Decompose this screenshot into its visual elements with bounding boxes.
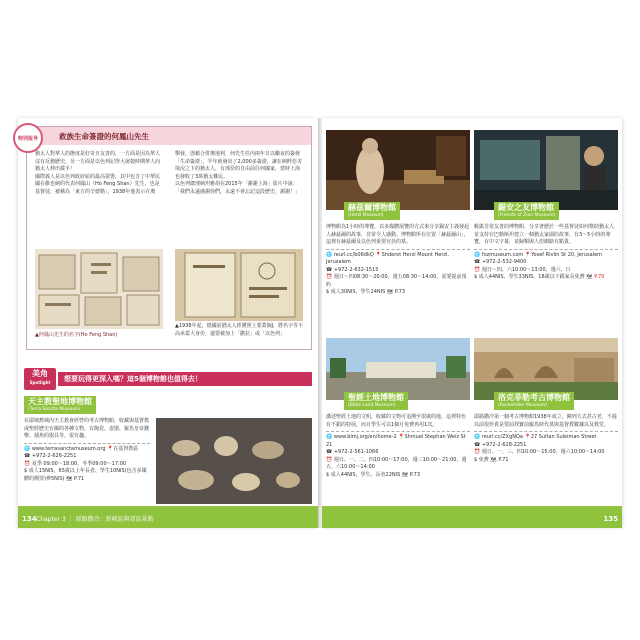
- spotlight-icon: 美角 Spotlight: [24, 368, 56, 390]
- passport-document-photo: [175, 249, 303, 321]
- terra-desc: 在耶城舊城內天主教會經營的考古博物館，收藏與基督教或聖經歷史有關的各種文物，有陶瓷、壺器、羅馬皇帝錢幣、捕魚的器具等，很有趣。: [24, 418, 150, 439]
- caption-1: ▲何鳳山先生的名字(Ho Feng Shan): [35, 332, 118, 338]
- left-footer-band: [18, 506, 318, 528]
- herzl-phone: ☎ +972-2-632-1515: [326, 266, 379, 273]
- spotlight-title: 想要玩得更深入嗎？這5個博物館也值得去！: [58, 372, 312, 386]
- terra-web[interactable]: 🌐 www.terrasanctamuseum.org 📍在基督教區: [24, 445, 139, 452]
- special-report-badge: 特别报导: [13, 123, 43, 153]
- herzl-hours: ⏰ 週日～四08:30～20:00，週五08:30～14:00，需要提前預約: [326, 274, 467, 288]
- herzl-title: 赫茲爾博物館 (Herzl Museum): [344, 202, 400, 220]
- rockefeller-price: $ 免費 🗺 P.71: [474, 456, 509, 463]
- feature-box: [17, 126, 312, 350]
- feature-title: 救族生命簽證的何鳳山先生: [59, 132, 149, 141]
- zion-price: $ 成人44NIS，學生33NIS、18歲以下跟家長免費 🗺 P.70: [474, 274, 605, 280]
- terra-hours: ⏰ 夏季 09:00～18:00、冬季09:00～17:00: [24, 460, 127, 467]
- bible-hours: ⏰ 週日、一、二、四10:00～17:00，週三10:00～21:00，週五、六10:00～14:00: [326, 456, 467, 470]
- book-spread: [18, 118, 622, 528]
- terra-museum-photo: [156, 418, 312, 504]
- zion-info: [474, 224, 618, 282]
- terra-info: [24, 418, 150, 483]
- left-page: [18, 118, 318, 528]
- herzl-web[interactable]: 🌐 reurl.cc/b06dkQ 📍Shderot Herzl Mount Herzl, Jerusalem: [326, 251, 450, 265]
- section-spotlight: [24, 368, 312, 390]
- zion-desc: 帆凱非常友善的博物館，分享著歷於一些基督徒如何幫助猶太人並支持在巴勒斯坦建立一個猶太家園的故事，有3～5小時的導覽，有中文字幕，並歸類與人但網路有點貴。: [474, 224, 615, 245]
- passport-stamps-photo: [35, 249, 163, 329]
- right-page: [322, 118, 622, 528]
- herzl-price: $ 成人30NIS，學生24NIS 🗺 P.73: [326, 289, 406, 295]
- caption-2: ▲1938年起，德國前猶太人經護照上要蓋個J，將名字等不高承蓋大身份，還要被加上「撒拉」或「以色列」: [175, 323, 304, 337]
- bible-phone: ☎ +972-2-561-1066: [326, 449, 379, 455]
- bible-web[interactable]: 🌐 www.blmj.org/en/home-2 📍Shmuel Stephan Weiz St 21: [326, 434, 466, 448]
- bible-title: 聖經土地博物館 (Bible Land Museum): [344, 392, 408, 410]
- terra-title: 天主教聖地博物館 (Terra Sancta Museum): [24, 396, 96, 414]
- bible-desc: 講述聖經土地的文明，收藏的文物可追溯至很廣的地，這裡特色有不錯的特展，而且學生可以1個月免費再用1次。: [326, 414, 467, 428]
- herzl-desc: 博物館為1小時的導覽，以多媒體展覽的方式來分享錫安主義發起人赫茲爾的故事，非常令人感動。博物館所在位置「赫茲爾山」，這裡有赫茲爾及以色列重要官員的墓。: [326, 224, 470, 245]
- zion-title: 錫安之友博物館 (Friends of Zion Museum): [494, 202, 559, 220]
- feature-text-col1: 猶太人對華人的態度是好奇且友善的，一方面是因為華人沒有反猶歷史，另一方面是以色列記得大屠殺時期華人向猶太人伸出援手！ 國際義人是以色列政府給的最高榮譽，其中包含了中華民國在維也納的代表何鳳山（Ho Feng Shan）先生，也是基督徒，被稱為「東方的辛德勒」，1938年他表示在奧: [35, 151, 161, 195]
- zion-web[interactable]: 🌐 fozmuseum.com 📍Yosef Rivlin St 20, Jerusalem: [474, 251, 603, 258]
- bible-info: [326, 414, 470, 479]
- terra-price: $ 成人15NIS，65歲以上年長者、學生10NIS(包含多媒體的價票)參5NIS) 🗺 P.71: [24, 468, 147, 482]
- terra-phone: ☎ +972-2-626-2251: [24, 453, 77, 459]
- rockefeller-hours: ⏰ 週日、一、三、四10:00～15:00，週六10:00～14:00: [474, 449, 605, 455]
- bible-museum-photo: [326, 338, 470, 400]
- rockefeller-title: 洛克菲勒考古博物館 (Rockefeller Museum): [494, 392, 574, 410]
- chapter-label: Chapter 3 ｜ 耶路撒冷：新城區與郊區景點: [36, 516, 154, 523]
- rockefeller-info: [474, 414, 618, 464]
- zion-museum-photo: [474, 130, 618, 210]
- zion-hours: ⏰ 週日～四、六10:00～13:00，週六、日: [474, 266, 571, 273]
- right-footer-band: [322, 506, 622, 528]
- rockefeller-web[interactable]: 🌐 reurl.cc/ZXgNQa 📍27 Sultan Suleiman Street: [474, 434, 597, 440]
- rockefeller-desc: 耶路撒冷第一個考古博物館1938年成立，陳列方式甚古老，不過以前很珍貴是要前找寶前羅馬時代墓與基督教數據以及教堂。: [474, 414, 617, 428]
- zion-phone: ☎ +972-2-532-9400: [474, 259, 527, 265]
- rockefeller-phone: ☎ +972-2-628-2251: [474, 441, 527, 448]
- bible-price: $ 成人44NIS，學生、長者22NIS 🗺 P.73: [326, 471, 421, 478]
- feature-text-col2: 擊發，憑藉合併奧地利，何先生任內兩年日以繼夜的簽發「生命簽證」，半年就發出了2,000多簽證，讓在納粹惡劣境況之下的猶太人，有部份的自由前往何國家，當時上海也發收了3萬猶太難民。 以色列總理納坦雅胡在2015年「謝謝上海」影片中說：「我們永遠感謝你們，永遠不會忘記這段歷史，謝謝！」: [175, 151, 302, 195]
- rockefeller-museum-photo: [474, 338, 618, 400]
- herzl-info: [326, 224, 470, 297]
- page-number-right: 135: [603, 515, 618, 523]
- herzl-museum-photo: [326, 130, 470, 210]
- page-number-left: 134: [22, 515, 37, 523]
